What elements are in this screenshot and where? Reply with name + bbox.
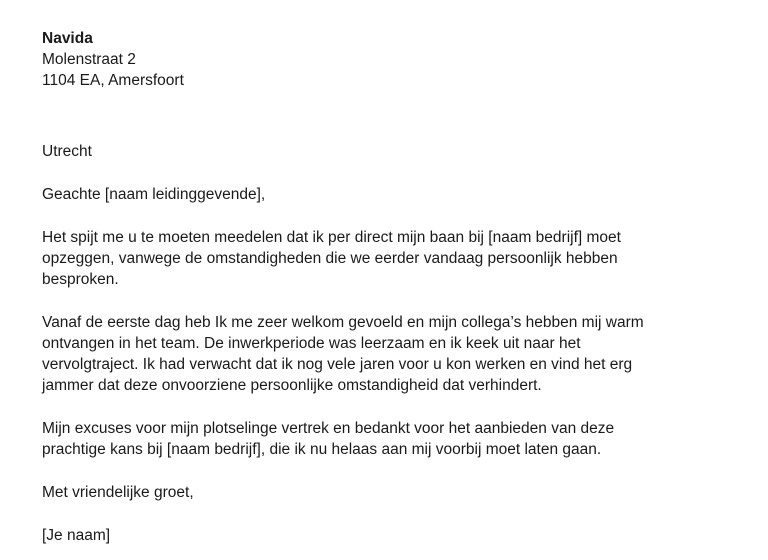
- paragraph-line: prachtige kans bij [naam bedrijf], die ik nu helaas aan mij voorbij moet laten gaan.: [42, 441, 602, 458]
- sender-street: Molenstraat 2: [42, 51, 136, 68]
- paragraph-line: ontvangen in het team. De inwerkperiode was leerzaam en ik keek uit naar het: [42, 335, 581, 352]
- closing: Met vriendelijke groet,: [42, 484, 194, 501]
- paragraph-line: Mijn excuses voor mijn plotselinge vertrek en bedankt voor het aanbieden van deze: [42, 420, 615, 437]
- paragraph-1: [42, 227, 742, 290]
- paragraph-3: [42, 418, 742, 460]
- paragraph-line: vervolgtraject. Ik had verwacht dat ik nog vele jaren voor u kon werken en vind het erg: [42, 356, 633, 373]
- paragraph-line: Vanaf de eerste dag heb Ik me zeer welkom gevoeld en mijn collega’s hebben mij warm: [42, 314, 644, 331]
- paragraph-line: Het spijt me u te moeten meedelen dat ik per direct mijn baan bij [naam bedrijf] moet: [42, 229, 621, 246]
- paragraph-line: besproken.: [42, 271, 119, 288]
- signature: [Je naam]: [42, 527, 111, 544]
- paragraph-line: jammer dat deze onvoorziene persoonlijke omstandigheid dat verhindert.: [42, 377, 542, 394]
- sender-city: 1104 EA, Amersfoort: [42, 72, 184, 89]
- letter-location: Utrecht: [42, 143, 92, 160]
- paragraph-line: opzeggen, vanwege de omstandigheden die we eerder vandaag persoonlijk hebben: [42, 250, 618, 267]
- salutation: Geachte [naam leidinggevende],: [42, 186, 266, 203]
- paragraph-2: [42, 312, 742, 396]
- sender-name: Navida: [42, 30, 93, 47]
- resignation-letter: [42, 28, 742, 546]
- sender-block: [42, 28, 742, 91]
